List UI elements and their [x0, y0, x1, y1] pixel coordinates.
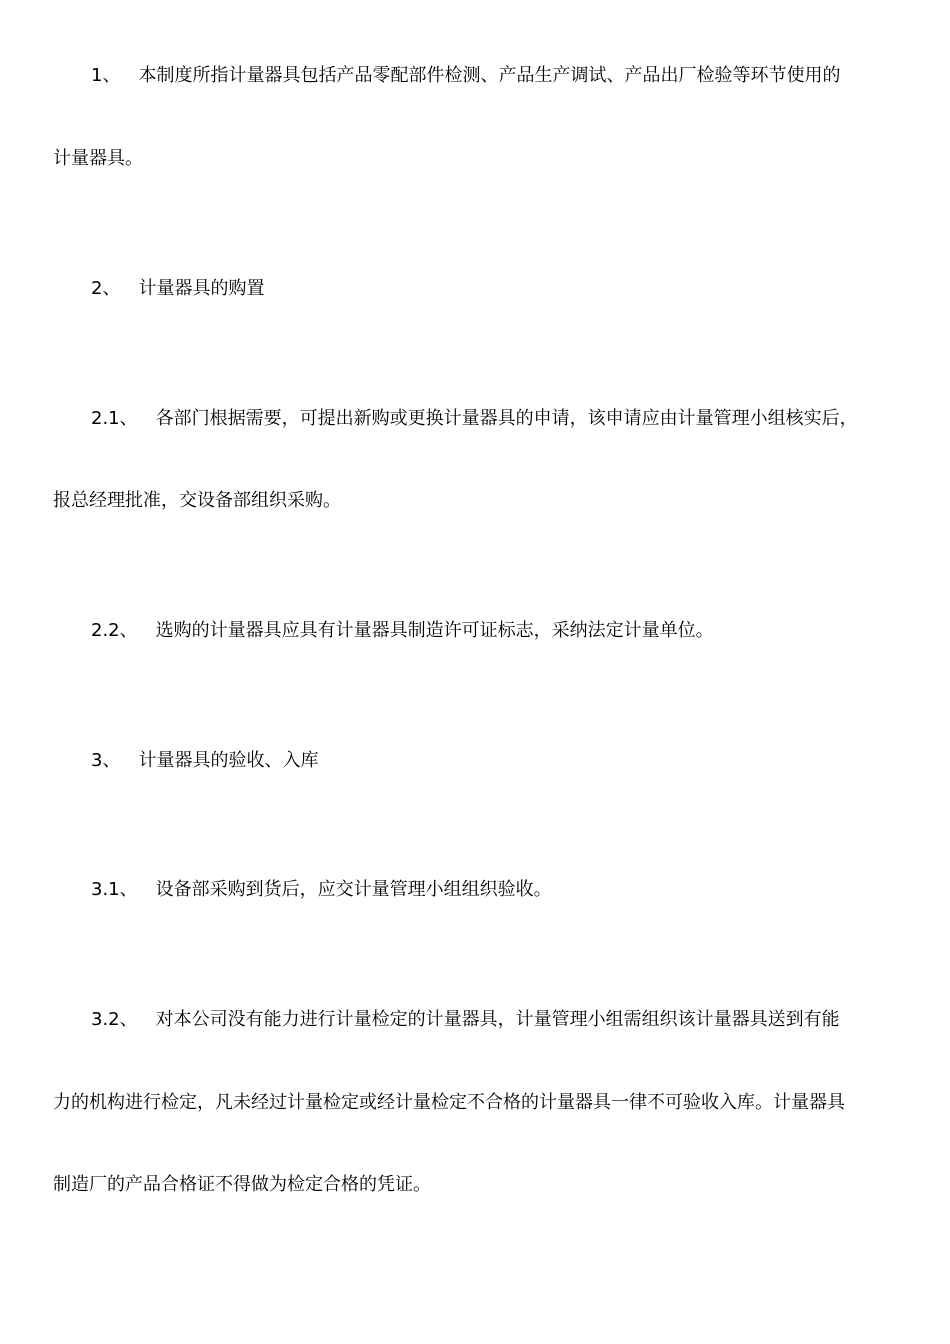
section-number: 3.1、 [91, 879, 138, 900]
section-number: 1、 [91, 65, 121, 86]
section-1-line-1 [91, 64, 840, 88]
section-2-1-line-1 [91, 407, 858, 431]
paragraph-text: 制造厂的产品合格证不得做为检定合格的凭证。 [53, 1174, 431, 1195]
paragraph-text: 报总经理批准，交设备部组织采购。 [53, 490, 341, 511]
section-1-line-2 [53, 147, 143, 171]
heading-text: 计量器具的购置 [138, 278, 265, 299]
section-number: 2.2、 [91, 620, 138, 641]
section-number: 2、 [91, 278, 121, 299]
section-3-1-line-1 [91, 878, 552, 902]
paragraph-text: 本制度所指计量器具包括产品零配部件检测、产品生产调试、产品出厂检验等环节使用的 [138, 65, 841, 86]
section-number: 3.2、 [91, 1009, 138, 1030]
paragraph-text: 计量器具。 [53, 148, 143, 169]
section-2-1-line-2 [53, 489, 341, 513]
section-number: 2.1、 [91, 408, 138, 429]
section-3-2-line-2 [53, 1091, 845, 1115]
heading-text: 计量器具的验收、入库 [138, 750, 319, 771]
section-3-2-line-3 [53, 1173, 431, 1197]
section-number: 3、 [91, 750, 121, 771]
paragraph-text: 设备部采购到货后，应交计量管理小组组织验收。 [155, 879, 552, 900]
section-2-2-line-1 [91, 619, 714, 643]
paragraph-text: 各部门根据需要，可提出新购或更换计量器具的申请，该申请应由计量管理小组核实后， [155, 408, 858, 429]
paragraph-text: 力的机构进行检定，凡未经过计量检定或经计量检定不合格的计量器具一律不可验收入库。计量器具 [53, 1092, 845, 1113]
paragraph-text: 对本公司没有能力进行计量检定的计量器具，计量管理小组需组织该计量器具送到有能 [155, 1009, 840, 1030]
paragraph-text: 选购的计量器具应具有计量器具制造许可证标志，采纳法定计量单位。 [155, 620, 714, 641]
section-3-heading [91, 749, 318, 773]
section-3-2-line-1 [91, 1008, 840, 1032]
section-2-heading [91, 277, 264, 301]
